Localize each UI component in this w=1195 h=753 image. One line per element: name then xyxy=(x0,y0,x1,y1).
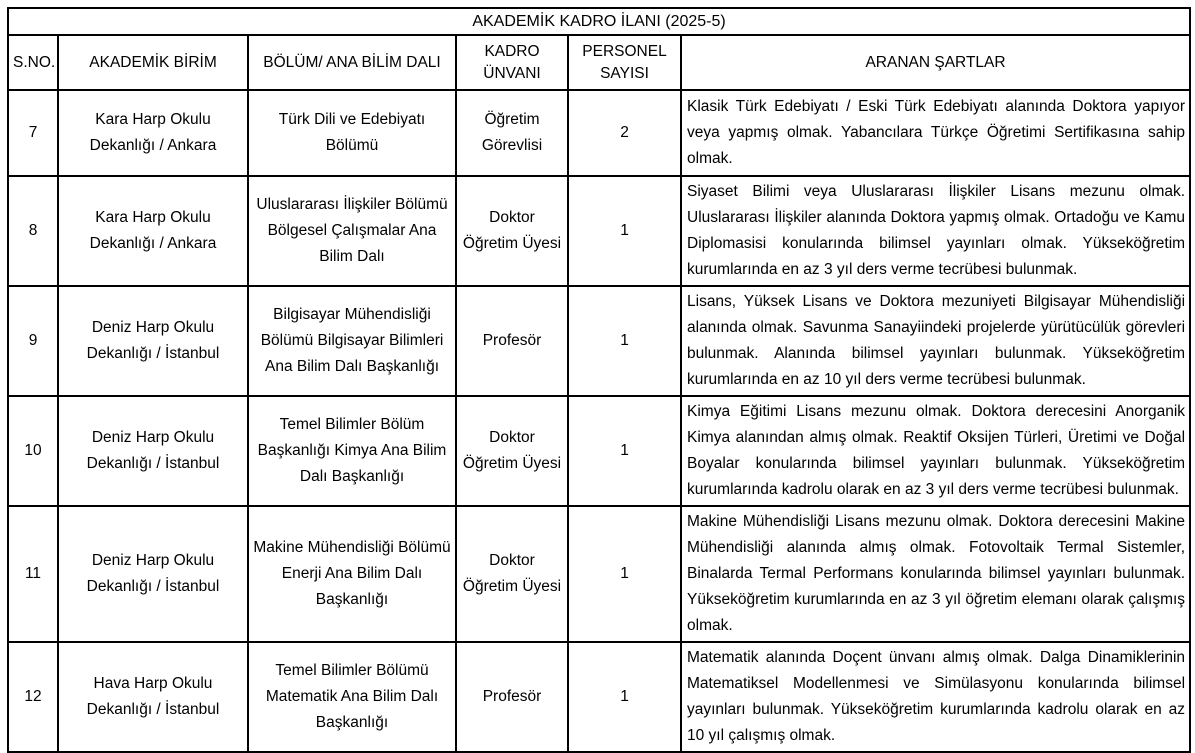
cell-sno: 11 xyxy=(8,506,58,642)
cell-personel-sayisi: 1 xyxy=(568,396,681,506)
kadro-table xyxy=(7,7,1191,753)
column-header-aranan-sartlar: ARANAN ŞARTLAR xyxy=(681,35,1190,90)
cell-sno: 9 xyxy=(8,286,58,396)
cell-akademik-birim: Kara Harp Okulu Dekanlığı / Ankara xyxy=(58,176,248,286)
cell-bolum-ana-bilim-dali: Temel Bilimler Bölümü Matematik Ana Bilim Dalı Başkanlığı xyxy=(248,642,456,752)
table-row xyxy=(8,286,1190,396)
cell-kadro-unvani: Doktor Öğretim Üyesi xyxy=(456,396,568,506)
cell-bolum-ana-bilim-dali: Makine Mühendisliği Bölümü Enerji Ana Bilim Dalı Başkanlığı xyxy=(248,506,456,642)
cell-sno: 8 xyxy=(8,176,58,286)
column-header-sno: S.NO. xyxy=(8,35,58,90)
cell-kadro-unvani: Profesör xyxy=(456,642,568,752)
cell-personel-sayisi: 1 xyxy=(568,506,681,642)
cell-kadro-unvani: Doktor Öğretim Üyesi xyxy=(456,176,568,286)
cell-akademik-birim: Deniz Harp Okulu Dekanlığı / İstanbul xyxy=(58,286,248,396)
column-header-kadro-unvani: KADRO ÜNVANI xyxy=(456,35,568,90)
column-header-row xyxy=(8,35,1190,90)
cell-akademik-birim: Deniz Harp Okulu Dekanlığı / İstanbul xyxy=(58,396,248,506)
table-row xyxy=(8,642,1190,752)
cell-aranan-sartlar: Makine Mühendisliği Lisans mezunu olmak. Doktora derecesini Makine Mühendisliği alanında almış olmak. Fotovoltaik Termal Sistemler, Binalarda Termal Performans konularında bilimsel yayınları bulunmak. Yükseköğretim kurumlarında en az 3 yıl öğretim elemanı olarak çalışmış olmak. xyxy=(681,506,1190,642)
cell-kadro-unvani: Öğretim Görevlisi xyxy=(456,90,568,176)
page-title: AKADEMİK KADRO İLANI (2025-5) xyxy=(8,8,1190,35)
table-row xyxy=(8,176,1190,286)
cell-personel-sayisi: 1 xyxy=(568,286,681,396)
cell-aranan-sartlar: Lisans, Yüksek Lisans ve Doktora mezuniyeti Bilgisayar Mühendisliği alanında olmak. Savunma Sanayiindeki projelerde yürütücülük görevleri bulunmak. Alanında bilimsel yayınları bulunmak. Yükseköğretim kurumlarında en az 10 yıl ders verme tecrübesi bulunmak. xyxy=(681,286,1190,396)
cell-personel-sayisi: 2 xyxy=(568,90,681,176)
cell-personel-sayisi: 1 xyxy=(568,642,681,752)
cell-aranan-sartlar: Klasik Türk Edebiyatı / Eski Türk Edebiyatı alanında Doktora yapıyor veya yapmış olmak. Yabancılara Türkçe Öğretimi Sertifikasına sahip olmak. xyxy=(681,90,1190,176)
column-header-personel-sayisi: PERSONEL SAYISI xyxy=(568,35,681,90)
cell-aranan-sartlar: Matematik alanında Doçent ünvanı almış olmak. Dalga Dinamiklerinin Matematiksel Modellenmesi ve Simülasyonu konularında bilimsel yayınları bulunmak. Yükseköğretim kurumlarında kadrolu olarak en az 10 yıl çalışmış olmak. xyxy=(681,642,1190,752)
cell-bolum-ana-bilim-dali: Türk Dili ve Edebiyatı Bölümü xyxy=(248,90,456,176)
table-row xyxy=(8,90,1190,176)
cell-aranan-sartlar: Siyaset Bilimi veya Uluslararası İlişkiler Lisans mezunu olmak. Uluslararası İlişkiler alanında Doktora yapmış olmak. Ortadoğu ve Kamu Diplomasisi konularında bilimsel yayınları olmak. Yükseköğretim kurumlarında en az 3 yıl ders verme tecrübesi bulunmak. xyxy=(681,176,1190,286)
cell-sno: 7 xyxy=(8,90,58,176)
cell-sno: 10 xyxy=(8,396,58,506)
cell-bolum-ana-bilim-dali: Uluslararası İlişkiler Bölümü Bölgesel Çalışmalar Ana Bilim Dalı xyxy=(248,176,456,286)
cell-akademik-birim: Deniz Harp Okulu Dekanlığı / İstanbul xyxy=(58,506,248,642)
cell-bolum-ana-bilim-dali: Temel Bilimler Bölüm Başkanlığı Kimya Ana Bilim Dalı Başkanlığı xyxy=(248,396,456,506)
table-row xyxy=(8,506,1190,642)
cell-personel-sayisi: 1 xyxy=(568,176,681,286)
table-row xyxy=(8,396,1190,506)
column-header-bolum-ana-bilim-dali: BÖLÜM/ ANA BİLİM DALI xyxy=(248,35,456,90)
column-header-akademik-birim: AKADEMİK BİRİM xyxy=(58,35,248,90)
cell-kadro-unvani: Doktor Öğretim Üyesi xyxy=(456,506,568,642)
cell-sno: 12 xyxy=(8,642,58,752)
cell-akademik-birim: Hava Harp Okulu Dekanlığı / İstanbul xyxy=(58,642,248,752)
title-row xyxy=(8,8,1190,35)
table-body xyxy=(8,90,1190,752)
cell-akademik-birim: Kara Harp Okulu Dekanlığı / Ankara xyxy=(58,90,248,176)
cell-kadro-unvani: Profesör xyxy=(456,286,568,396)
cell-bolum-ana-bilim-dali: Bilgisayar Mühendisliği Bölümü Bilgisayar Bilimleri Ana Bilim Dalı Başkanlığı xyxy=(248,286,456,396)
cell-aranan-sartlar: Kimya Eğitimi Lisans mezunu olmak. Doktora derecesini Anorganik Kimya alanından almış olmak. Reaktif Oksijen Türleri, Üretimi ve Doğal Boyalar konularında bilimsel yayınları bulunmak. Yükseköğretim kurumlarında kadrolu olarak en az 3 yıl ders verme tecrübesi bulunmak. xyxy=(681,396,1190,506)
